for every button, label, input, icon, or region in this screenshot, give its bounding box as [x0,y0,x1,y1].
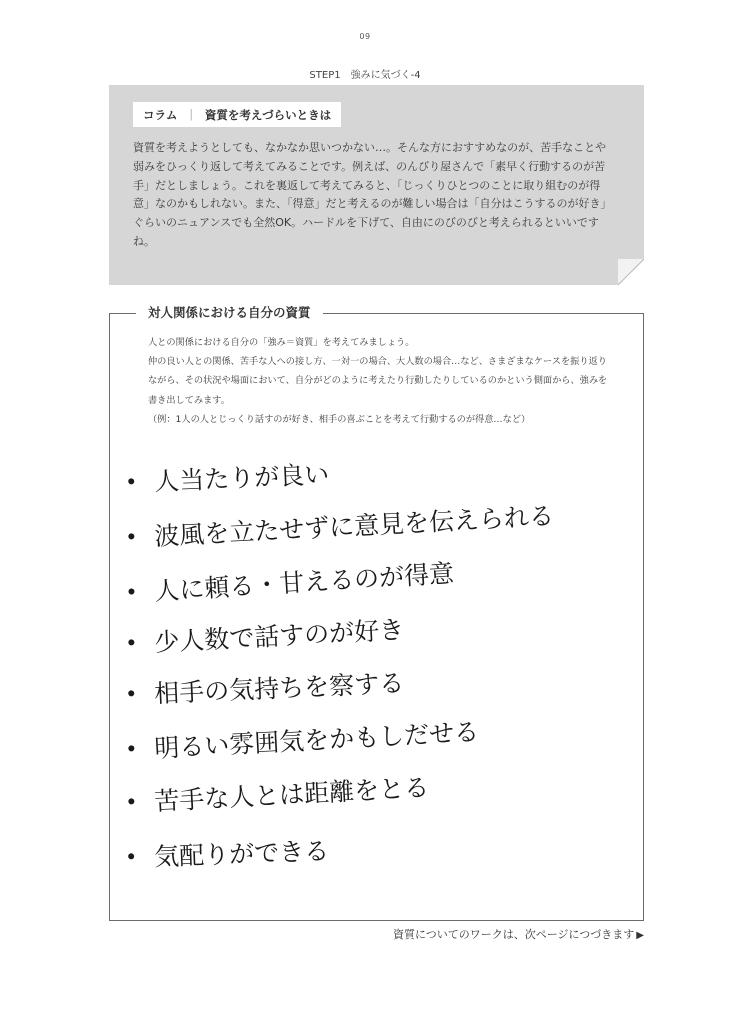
handwritten-item: 人当たりが良い [127,434,609,508]
bullet-dot [128,639,134,645]
bullet-dot [128,533,134,539]
page-fold-corner [618,259,644,285]
step-header: STEP1 強みに気づく-4 [309,70,421,81]
bullet-dot [128,588,134,594]
column-title: 資質を考えづらいときは [204,107,332,122]
column-separator: ｜ [185,107,197,122]
handwritten-item: 苦手な人とは距離をとる [127,749,609,827]
bullet-dot [128,745,134,751]
handwritten-item: 人に頼る・甘えるのが得意 [127,535,609,617]
handwritten-item: 明るい雰囲気をかもしだせる [127,696,609,774]
continued-text: 資質についてのワークは、次ページにつづきます [392,928,635,941]
triangle-right-icon: ▶ [636,930,644,941]
handwritten-item: 相手の気持ちを察する [127,646,609,720]
instruction-line: 仲の良い人との関係、苦手な人への接し方、一対一の場合、大人数の場合…など、さまざまなケースを振り返りながら、その状況や場面において、自分がどのように考えたり行動したりしているのかという側面から、強みを書き出してみます。 [148,356,608,406]
handwritten-item: 少人数で話すのが好き [127,590,609,668]
column-title-badge [133,102,341,127]
page-number: 09 [359,32,371,41]
column-label: コラム [143,107,178,122]
worksheet-instructions [148,333,613,429]
handwritten-item: 気配りができる [127,813,609,883]
continued-note [393,926,644,942]
column-body-text: 資質を考えようとしても、なかなか思いつかない…。そんな方におすすめなのが、苦手なことや弱みをひっくり返して考えてみることです。例えば、のんびり屋さんで「素早く行動するのが苦手」だとしましょう。これを裏返して考えてみると、「じっくりひとつのことに取り組むのが得意」なのかもしれない。また、「得意」だと考えるのが難しい場合は「自分はこうするのが好き」ぐらいのニュアンスでも全然OK。ハードルを下げて、自由にのびのびと考えられるといいですね。 [133,141,607,248]
bullet-dot [128,853,134,859]
handwritten-item: 波風を立たせずに意見を伝えられる [127,484,609,562]
bullet-dot [128,798,134,804]
worksheet-title: 対人関係における自分の資質 [136,303,323,321]
instruction-line: 人との関係における自分の「強み＝資質」を考えてみましょう。 [148,337,415,348]
instruction-example: （例：1人の人とじっくり話すのが好き、相手の喜ぶことを考えて行動するのが得意…など） [148,413,531,425]
bullet-dot [128,690,134,696]
bullet-dot [128,478,134,484]
handwritten-list [128,444,608,874]
